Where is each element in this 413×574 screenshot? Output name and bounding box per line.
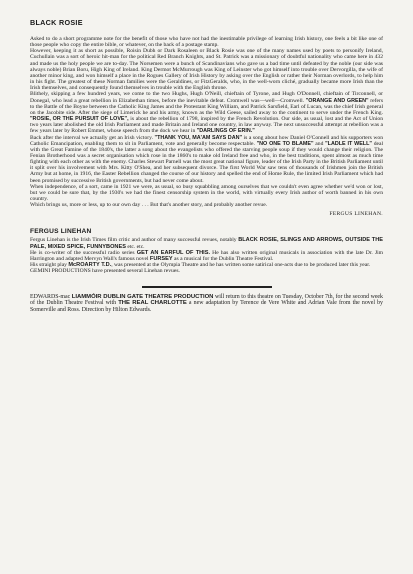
history-paragraph: However, keeping it as short as possible, Roisin Dubh or Dark Rosaleen or Black Rosie was one of the many names used by poets to personify Ireland, Cuchullain was a sort of heroic hit-man for the political Red Branch Knights, and St. Patrick was a missionary of doubtful nationality who came here in 432 and made us the holy people we are to-day. The Norsemen were a bunch of Scandinavians who gave us a bad time until defeated by the noble (our side was always noble) Brian Boru, High King of Ireland. King Dermot McMurrough was King of Leinster who got himself into trouble over Dervorgilla, the wife of another minor king, and won himself a place in the Rogues Gallery of Irish History by asking over the English or rather their Norman overlords, to help him in his fight. The greatest of these Norman families were the Geraldines, or FitzGeralds, who, in the well-worn cliché, gradually became more Irish than the Irish themselves, and consequently found themselves in trouble with the English throne. [30, 48, 383, 92]
bio-heading: FERGUS LINEHAN [30, 228, 92, 236]
history-bold: "DARLINGS OF ERIN." [196, 128, 255, 135]
bio-bold: GET AN EARFUL OF THIS. [136, 249, 211, 256]
bio-bold: McROARTY T.D. [68, 262, 112, 268]
divider [142, 286, 272, 287]
author-bio [30, 237, 383, 274]
bio-paragraph: Fergus Linehan is the Irish Times film critic and author of many successful revues, notably BLACK ROSIE, SLINGS AND ARROWS, OUTSIDE THE PALE, MIXED SPICE, FUNNYBONES etc. etc. [30, 237, 383, 250]
bio-bold: FURSEY [149, 255, 173, 262]
history-note [30, 36, 383, 208]
history-paragraph: Blithely, skipping a few hundred years, we come to the two Hughs, Hugh O'Neill, chieftain of Tyrone, and Hugh O'Donnell, chieftain of Tirconnell, or Donegal, who lead a great rebellion in Elizabethan times, before the inevitable defeat. Cromwell was—well—Cromwell. "ORANGE AND GREEN" refers to the Battle of the Boyne between the Catholic King James and the Protestant King William, and Patrick Sarsfield, Earl of Lucan, was the chief Irish general on the Jacobite side. After the siege of Limerick he and his army, known as the Wild Geese, sailed away to the continent to serve under the French King. "ROSIE, OR THE PURSUIT OF LOVE", is about the rebellion of 1798, inspired by the French Revolution. Our side, as usual, lost and the Act of Union two years later abolished the old Irish Parliament and made Britain and Ireland one country, in law anyway. The next unsuccessful attempt at rebellion was a few years later by Robert Emmet, whose speech from the dock we hear in "DARLINGS OF ERIN." [30, 91, 384, 135]
author-signature: FERGUS LINEHAN. [329, 211, 383, 218]
history-paragraph: Back after the interval we actually get an Irish victory. "THANK YOU, MA'AM SAYS DAN" is a song about how Daniel O'Connell and his supporters won Catholic Emancipation, enabling them to sit in Parliament, vote and generally become respectable. "NO ONE TO BLAME" and "LADLE IT WELL" deal with the Great Famine of the 1840's, the latter a song about the evangelists who offered the starving people soup if they would change their religion. The Fenian Brotherhood was a secret organisation which rose in the 1860's to make old Ireland free and who, in the best traditions, spent almost as much time fighting with each other as with the enemy. Charles Stewart Parnell was the most great national figure, leader of the Irish Party in the British Parliament until it split over his involvement with Mrs. Kitty O'Shea, and her subsequent divorce. The first World War saw tens of thousands of Irishmen join the British Army but at home, in 1916, the Easter Rebellion changed the course of our history and spelled the end of Home Rule, the limited Irish Parliament which had been promised by successive British governments, but had never come about. [30, 134, 384, 184]
bio-paragraph: GEMINI PRODUCTIONS have presented several Linehan revues. [30, 268, 180, 275]
history-bold: "THANK YOU, MA'AM SAYS DAN" [154, 134, 243, 141]
history-paragraph: Which brings us, more or less, up to our own day . . . But that's another story, and probably another revue. [30, 202, 268, 209]
history-paragraph: When independence, of a sort, came in 1921 we were, as usual, so busy squabbling among ourselves that we couldn't even agree whether we'd won or lost, but we could be sure that, by the 1930's we had the finest censorship system in the world, with virtually every Irish author of worth banned in his own country. [30, 183, 383, 203]
history-bold: "ROSIE, OR THE PURSUIT OF LOVE", [30, 116, 129, 123]
history-bold: "LADLE IT WELL" [325, 140, 372, 147]
page-title: BLACK ROSIE [30, 18, 83, 27]
production-notice: EDWARDS-mac LIAMMÓIR DUBLIN GATE THEATRE PRODUCTION will return to this theatre on Tuesday, October 7th, for the second week of the Dublin Theatre Festival with THE REAL CHARLOTTE a new adaptation by Terence de Vere White and Adrian Vale from the novel by Somerville and Ross. Direction by Hilton Edwards. [30, 293, 383, 313]
notice-bold: THE REAL CHARLOTTE [118, 300, 187, 307]
bio-paragraph: His straight play McROARTY T.D., was presented at the Olympia Theatre and he has written some satirical one-acts due to be produced later this year. [30, 262, 371, 268]
history-bold: "ORANGE AND GREEN" [305, 97, 369, 104]
bio-paragraph: He is co-writer of the successful radio series GET AN EARFUL OF THIS. He has also written original musicals in association with the late Dr. Jim Harrington and adapted Mervyn Wall's famous novel FURSEY as a musical for the Dublin Theatre Festival. [30, 249, 384, 262]
history-bold: "NO ONE TO BLAME" [256, 140, 314, 147]
history-paragraph: Asked to do a short programme note for the benefit of those who have not had the inestimable privilege of learning Irish history, one feels a bit like one of those people who copy the entire bible, or whatever, on the back of a postage stamp. [30, 36, 383, 49]
notice-bold: LIAMMÓIR DUBLIN GATE THEATRE PRODUCTION [71, 293, 214, 300]
bio-bold: BLACK ROSIE, SLINGS AND ARROWS, OUTSIDE THE PALE, MIXED SPICE, FUNNYBONES [30, 237, 383, 250]
